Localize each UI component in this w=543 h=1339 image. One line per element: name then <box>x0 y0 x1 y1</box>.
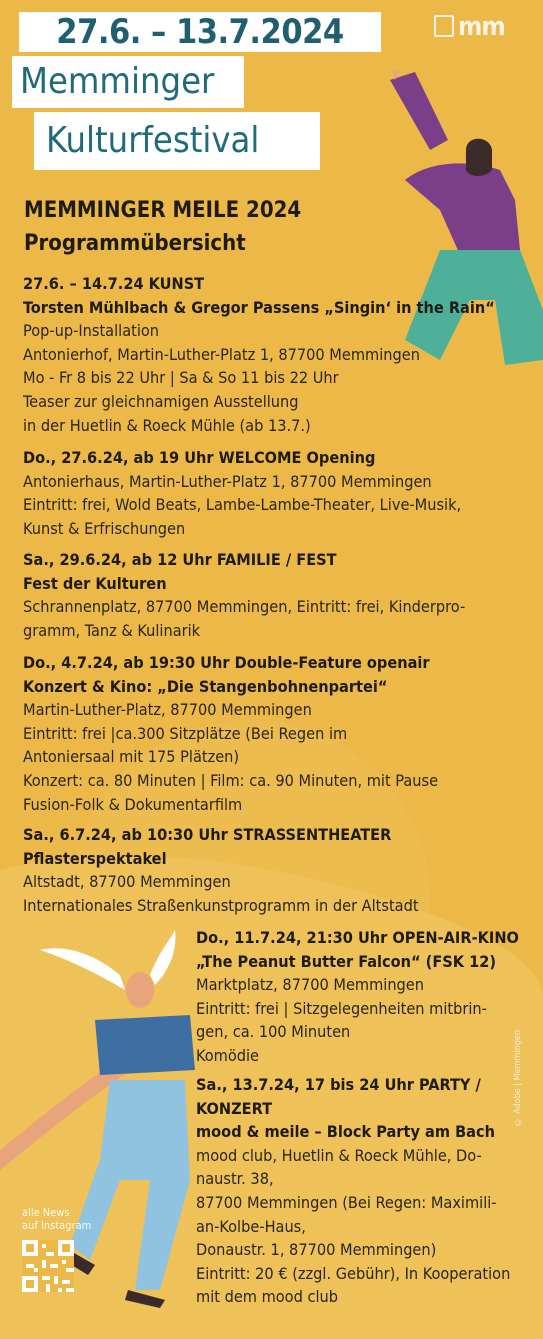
event-detail: naustr. 38, <box>196 1169 274 1189</box>
event-heading: Do., 11.7.24, 21:30 Uhr OPEN-AIR-KINO <box>196 928 519 947</box>
event-detail: Fusion-Folk & Dokumentarfilm <box>23 794 243 814</box>
event-entry <box>23 651 438 816</box>
event-entry <box>23 272 495 437</box>
event-detail: Eintritt: 20 € (zzgl. Gebühr), In Kooperation <box>196 1263 511 1283</box>
event-detail: Teaser zur gleichnamigen Ausstellung <box>23 391 299 411</box>
event-entry <box>196 1073 510 1309</box>
event-heading: Pflasterspektakel <box>23 848 167 868</box>
event-heading: Do., 27.6.24, ab 19 Uhr WELCOME Opening <box>23 448 376 467</box>
event-detail: an-Kolbe-Haus, <box>196 1216 306 1236</box>
event-detail: mit dem mood club <box>196 1287 338 1307</box>
event-entry <box>23 548 465 642</box>
event-detail: Antonierhof, Martin-Luther-Platz 1, 87700 Memmingen <box>23 344 420 364</box>
event-heading: mood & meile – Block Party am Bach <box>196 1122 496 1142</box>
event-entry <box>196 926 519 1068</box>
event-detail: Kunst & Erfrischungen <box>23 518 186 538</box>
page-title <box>24 194 301 260</box>
event-detail: Altstadt, 87700 Memmingen <box>23 872 231 892</box>
event-detail: Eintritt: frei, Wold Beats, Lambe-Lambe-Theater, Live-Musik, <box>23 495 462 515</box>
event-detail: Antoniersaal mit 175 Plätzen) <box>23 747 240 767</box>
memmingen-logo <box>434 12 505 42</box>
event-detail: gen, ca. 100 Minuten <box>196 1022 351 1042</box>
event-heading: Konzert & Kino: „Die Stangenbohnenpartei“ <box>23 676 388 696</box>
event-detail: mood club, Huetlin & Roeck Mühle, Do- <box>196 1145 482 1165</box>
event-detail: Mo - Fr 8 bis 22 Uhr | Sa & So 11 bis 22 Uhr <box>23 368 339 388</box>
event-detail: in der Huetlin & Roeck Mühle (ab 13.7.) <box>23 415 311 435</box>
event-heading: „The Peanut Butter Falcon“ (FSK 12) <box>196 951 497 971</box>
event-heading: Sa., 6.7.24, ab 10:30 Uhr STRASSENTHEATER <box>23 825 392 844</box>
instagram-label-line: alle News <box>22 1206 70 1219</box>
event-heading: KONZERT <box>196 1098 273 1118</box>
event-heading: 27.6. – 14.7.24 KUNST <box>23 274 205 293</box>
event-detail: Konzert: ca. 80 Minuten | Film: ca. 90 Minuten, mit Pause <box>23 770 439 790</box>
event-detail: Eintritt: frei | Sitzgelegenheiten mitbrin- <box>196 998 487 1018</box>
event-entry <box>23 446 461 540</box>
event-heading: Fest der Kulturen <box>23 573 167 593</box>
festival-date-banner: 27.6. – 13.7.2024 <box>19 12 381 52</box>
festival-name-label: Kulturfestival <box>34 112 320 170</box>
event-detail: Pop-up-Installation <box>23 321 160 341</box>
festival-city-label: Memminger <box>12 56 244 108</box>
event-heading: Do., 4.7.24, ab 19:30 Uhr Double-Feature openair <box>23 653 430 672</box>
qr-code-icon[interactable] <box>22 1240 74 1292</box>
event-detail: Eintritt: frei |ca.300 Sitzplätze (Bei Regen im <box>23 723 348 743</box>
event-detail: Komödie <box>196 1045 260 1065</box>
event-heading: Sa., 13.7.24, 17 bis 24 Uhr PARTY / <box>196 1075 481 1094</box>
event-heading: Sa., 29.6.24, ab 12 Uhr FAMILIE / FEST <box>23 550 337 569</box>
image-credit: © Adobe | Memmingen <box>513 1030 523 1127</box>
instagram-label <box>22 1206 91 1232</box>
event-detail: gramm, Tanz & Kulinarik <box>23 620 201 640</box>
event-detail: Internationales Straßenkunstprogramm in der Altstadt <box>23 895 419 915</box>
event-detail: Schrannenplatz, 87700 Memmingen, Eintritt: frei, Kinderpro- <box>23 597 466 617</box>
event-detail: Antonierhaus, Martin-Luther-Platz 1, 87700 Memmingen <box>23 471 432 491</box>
event-detail: Martin-Luther-Platz, 87700 Memmingen <box>23 700 312 720</box>
event-detail: Donaustr. 1, 87700 Memmingen) <box>196 1240 437 1260</box>
coat-of-arms-icon <box>434 15 454 37</box>
title-line-2: Programmübersicht <box>24 231 246 256</box>
event-detail: 87700 Memmingen (Bei Regen: Maximili- <box>196 1192 497 1212</box>
instagram-label-line: auf Instagram <box>22 1219 92 1232</box>
logo-text: mm <box>458 12 505 42</box>
event-entry <box>23 823 419 917</box>
event-heading: Torsten Mühlbach & Gregor Passens „Singin‘ in the Rain“ <box>23 297 495 317</box>
title-line-1: MEMMINGER MEILE 2024 <box>24 198 302 223</box>
event-detail: Marktplatz, 87700 Memmingen <box>196 975 425 995</box>
